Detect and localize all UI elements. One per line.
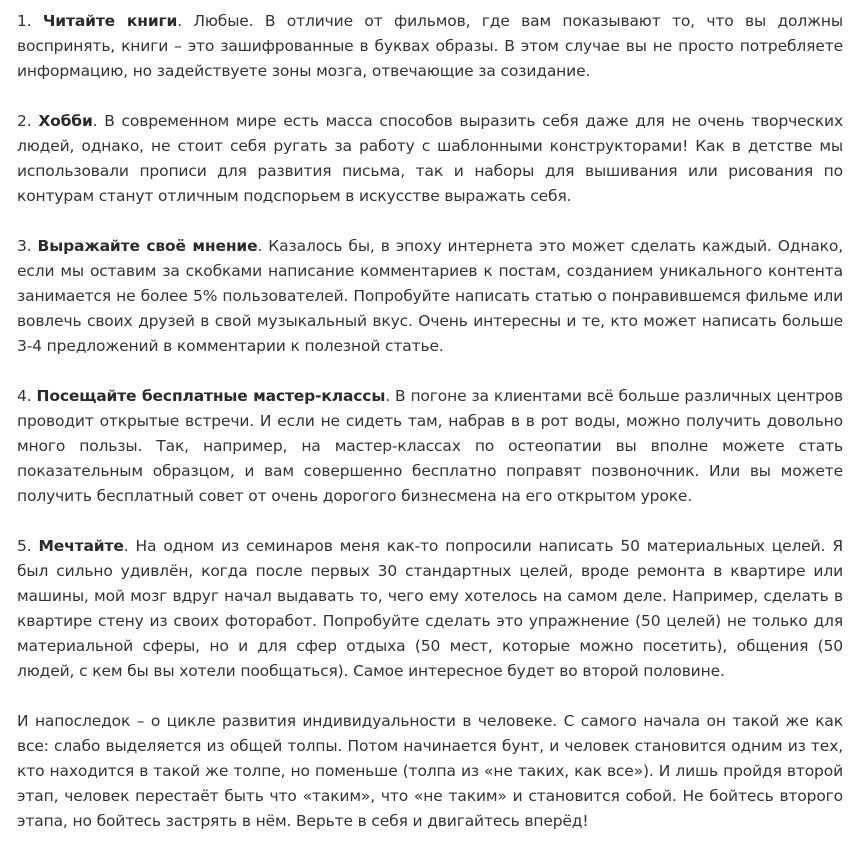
- tip-text: . На одном из семинаров меня как-то попросили написать 50 материальных целей. Я был сильно удивлён, когда после первых 30 стандартных целей, вроде ремонта в квартире или машины, мой мозг вдруг начал выдавать то, чего ему хотелось на самом деле. Например, сделать в квартире стену из своих фоторабот. Попробуйте сделать это упражнение (50 целей) не только для материальной сферы, но и для сфер отдыха (50 мест, которые можно посетить), общения (50 людей, с кем бы вы хотели пообщаться). Самое интересное будет во второй половине.: [17, 537, 844, 680]
- tip-text: . Казалось бы, в эпоху интернета это может сделать каждый. Однако, если мы оставим за скобками написание комментариев к постам, созданием уникального контента занимается не более 5% пользователей. Попробуйте написать статью о понравившемся фильме или вовлечь своих друзей в свой музыкальный вкус. Очень интересны и те, кто может написать больше 3-4 предложений в комментарии к полезной статье.: [17, 237, 843, 355]
- tip-paragraph-3: [17, 234, 843, 359]
- tip-paragraph-4: [17, 384, 843, 509]
- tip-title: Мечтайте: [38, 537, 124, 555]
- tip-number: 3.: [17, 237, 32, 255]
- tip-paragraph-1: [17, 9, 843, 84]
- tip-text: . В погоне за клиентами всё больше различных центров проводит открытые встречи. И если не сидеть там, набрав в в рот воды, можно получить довольно много пользы. Так, например, на мастер-классах по остеопатии вы вполне можете стать показательным образцом, и вам совершенно бесплатно поправят позвоночник. Или вы можете получить бесплатный совет от очень дорогого бизнесмена на его открытом уроке.: [17, 387, 843, 505]
- tip-title: Посещайте бесплатные мастер-классы: [36, 387, 386, 405]
- tip-text: . В современном мире есть масса способов выразить себя даже для не очень творческих людей, однако, не стоит себя ругать за работу с шаблонными конструкторами! Как в детстве мы использовали прописи для развития письма, так и наборы для вышивания или рисования по контурам станут отличным подспорьем в искусстве выражать себя.: [17, 112, 843, 205]
- conclusion-paragraph: И напоследок – о цикле развития индивидуальности в человеке. С самого начала он такой же как все: слабо выделяется из общей толпы. Потом начинается бунт, и человек становится одним из тех, кто находится в такой же толпе, но поменьше (толпа из «не таких, как все»). И лишь пройдя второй этап, человек перестаёт быть что «таким», что «не таким» и становится собой. Не бойтесь второго этапа, но бойтесь застрять в нём. Верьте в себя и двигайтесь вперёд!: [17, 712, 843, 830]
- tip-title: Читайте книги: [42, 12, 178, 30]
- tip-paragraph-5: [17, 534, 843, 684]
- tip-text: . Любые. В отличие от фильмов, где вам показывают то, что вы должны воспринять, книги – это зашифрованные в буквах образы. В этом случае вы не просто потребляете информацию, но задействуете зоны мозга, отвечающие за созидание.: [17, 12, 843, 80]
- tip-number: 5.: [17, 537, 32, 555]
- tip-title: Хобби: [38, 112, 93, 130]
- tip-title: Выражайте своё мнение: [37, 237, 258, 255]
- tip-number: 1.: [17, 12, 32, 30]
- tip-number: 4.: [17, 387, 32, 405]
- tip-paragraph-2: [17, 109, 843, 209]
- tip-number: 2.: [17, 112, 32, 130]
